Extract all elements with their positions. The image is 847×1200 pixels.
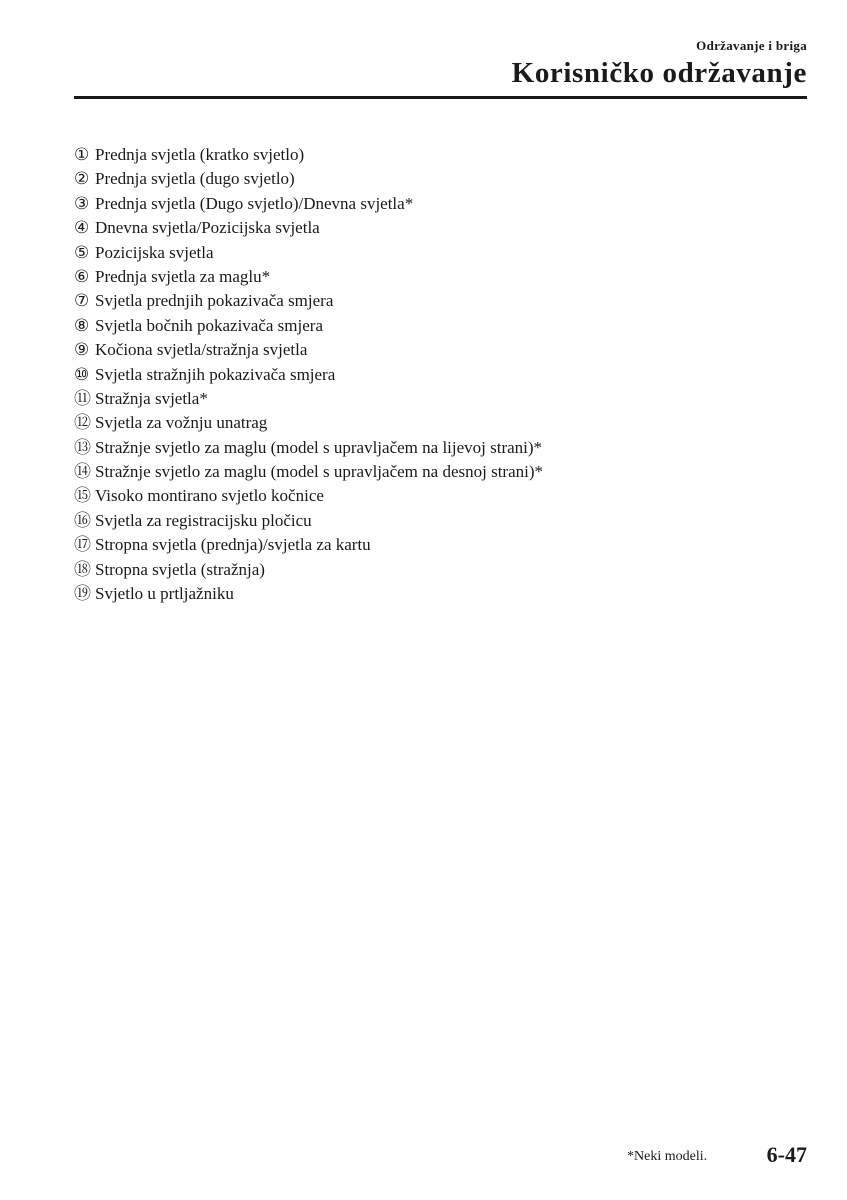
item-text: Kočiona svjetla/stražnja svjetla: [95, 340, 308, 360]
item-text: Prednja svjetla za maglu*: [95, 266, 271, 286]
item-number: ⑨: [74, 340, 90, 360]
item-text: Stražnje svjetlo za maglu (model s upravljačem na desnoj strani)*: [95, 462, 544, 482]
item-number: ⑱: [74, 559, 91, 579]
item-text: Prednja svjetla (dugo svjetlo): [95, 169, 295, 189]
list-item: [74, 265, 543, 289]
list-item: [74, 509, 543, 533]
item-number: ⑩: [74, 364, 90, 384]
list-item: [74, 582, 543, 606]
list-item: [74, 216, 543, 240]
item-number: ⑪: [74, 388, 91, 408]
list-item: [74, 338, 543, 362]
item-text: Stražnje svjetlo za maglu (model s upravljačem na lijevoj strani)*: [95, 437, 543, 457]
item-number: ⑭: [74, 462, 91, 482]
footnote: *Neki modeli.: [627, 1149, 708, 1164]
list-item: [74, 192, 543, 216]
item-text: Svjetla prednjih pokazivača smjera: [95, 291, 334, 311]
item-number: ⑯: [74, 510, 91, 530]
list-item: [74, 387, 543, 411]
item-number: ⑫: [74, 413, 91, 433]
item-text: Stropna svjetla (stražnja): [95, 559, 265, 579]
item-number: ⑲: [74, 584, 91, 604]
item-text: Pozicijska svjetla: [95, 242, 214, 262]
item-text: Prednja svjetla (kratko svjetlo): [95, 145, 305, 164]
item-text: Svjetla za vožnju unatrag: [95, 413, 268, 433]
list-item: [74, 484, 543, 508]
list-item: [74, 143, 543, 167]
item-text: Stražnja svjetla*: [95, 388, 208, 408]
list-item: [74, 289, 543, 313]
item-number: ③: [74, 193, 90, 213]
list-item: [74, 558, 543, 582]
item-number: ⑰: [74, 535, 91, 555]
list-item: [74, 460, 543, 484]
item-text: Prednja svjetla (Dugo svjetlo)/Dnevna svjetla*: [95, 193, 414, 213]
list-item: [74, 436, 543, 460]
item-number: ⑮: [74, 486, 91, 506]
item-number: ⑥: [74, 266, 90, 286]
list-item: [74, 167, 543, 191]
item-text: Stropna svjetla (prednja)/svjetla za kartu: [95, 535, 371, 555]
list-item: [74, 411, 543, 435]
item-number: ④: [74, 218, 90, 238]
list-item: [74, 314, 543, 338]
item-number: ⑬: [74, 437, 91, 457]
item-number: ⑦: [74, 291, 90, 311]
item-text: Svjetla za registracijsku pločicu: [95, 510, 312, 530]
title-rule: [74, 96, 807, 99]
list-item: [74, 363, 543, 387]
list-item: [74, 533, 543, 557]
page-title: Korisničko održavanje: [511, 57, 807, 89]
item-text: Svjetlo u prtljažniku: [95, 584, 234, 604]
item-text: Visoko montirano svjetlo kočnice: [95, 486, 324, 506]
list-item: [74, 241, 543, 265]
item-text: Svjetla bočnih pokazivača smjera: [95, 315, 323, 335]
item-text: Dnevna svjetla/Pozicijska svjetla: [95, 218, 320, 238]
item-number: ②: [74, 169, 90, 189]
item-number: ⑤: [74, 242, 90, 262]
page-number: 6-47: [766, 1142, 807, 1167]
item-number: ①: [74, 145, 90, 164]
light-list: [74, 143, 543, 606]
item-number: ⑧: [74, 315, 90, 335]
item-text: Svjetla stražnjih pokazivača smjera: [95, 364, 336, 384]
section-label: Održavanje i briga: [696, 38, 807, 53]
